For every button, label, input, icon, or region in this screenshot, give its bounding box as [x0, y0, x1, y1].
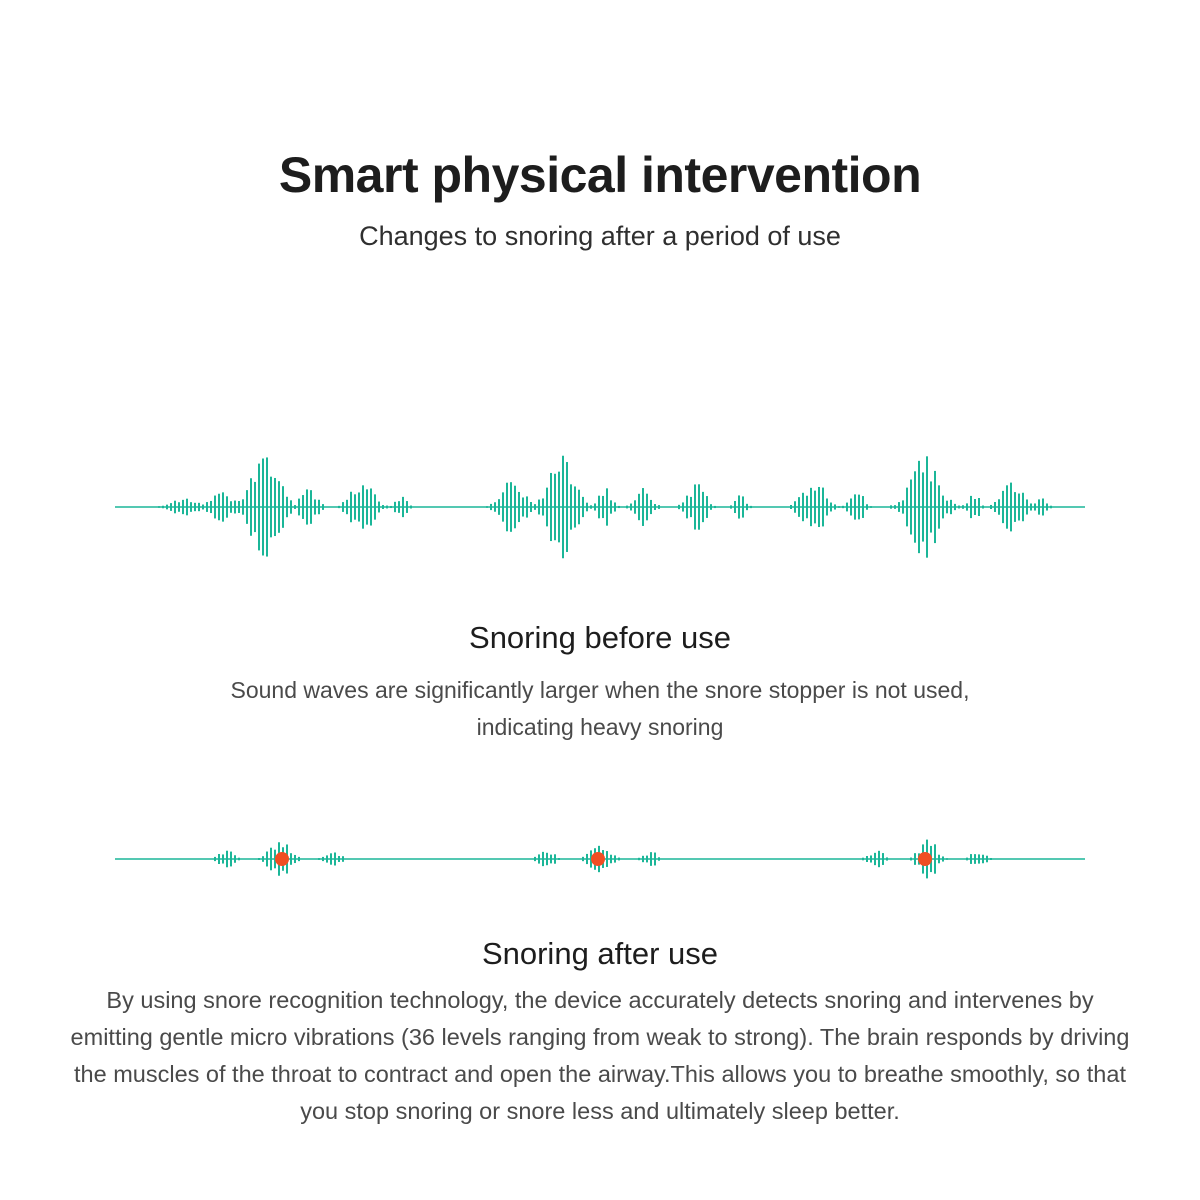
vibration-marker-2	[591, 852, 605, 866]
waveform-after-svg	[0, 824, 1200, 894]
description-before-use: Sound waves are significantly larger when the snore stopper is not used, indicating heavy snoring	[230, 677, 970, 740]
vibration-marker-3	[918, 852, 932, 866]
waveform-before-use	[0, 442, 1200, 572]
page-subtitle: Changes to snoring after a period of use	[359, 221, 841, 251]
waveform-before-svg	[0, 442, 1200, 572]
caption-before-use: Snoring before use	[469, 620, 731, 655]
vibration-marker-1	[275, 852, 289, 866]
caption-after-use: Snoring after use	[481, 935, 719, 971]
page-title: Smart physical intervention	[278, 147, 922, 203]
waveform-after-use	[0, 824, 1200, 894]
description-after-use: By using snore recognition technology, the device accurately detects snoring and intervenes by emitting gentle micro vibrations (36 levels ranging from weak to strong). The brain responds by driving the muscles of the throat to contract and open the airway.This allows you to breathe smoothly, so that you stop snoring or snore less and ultimately sleep better.	[70, 986, 1130, 1124]
